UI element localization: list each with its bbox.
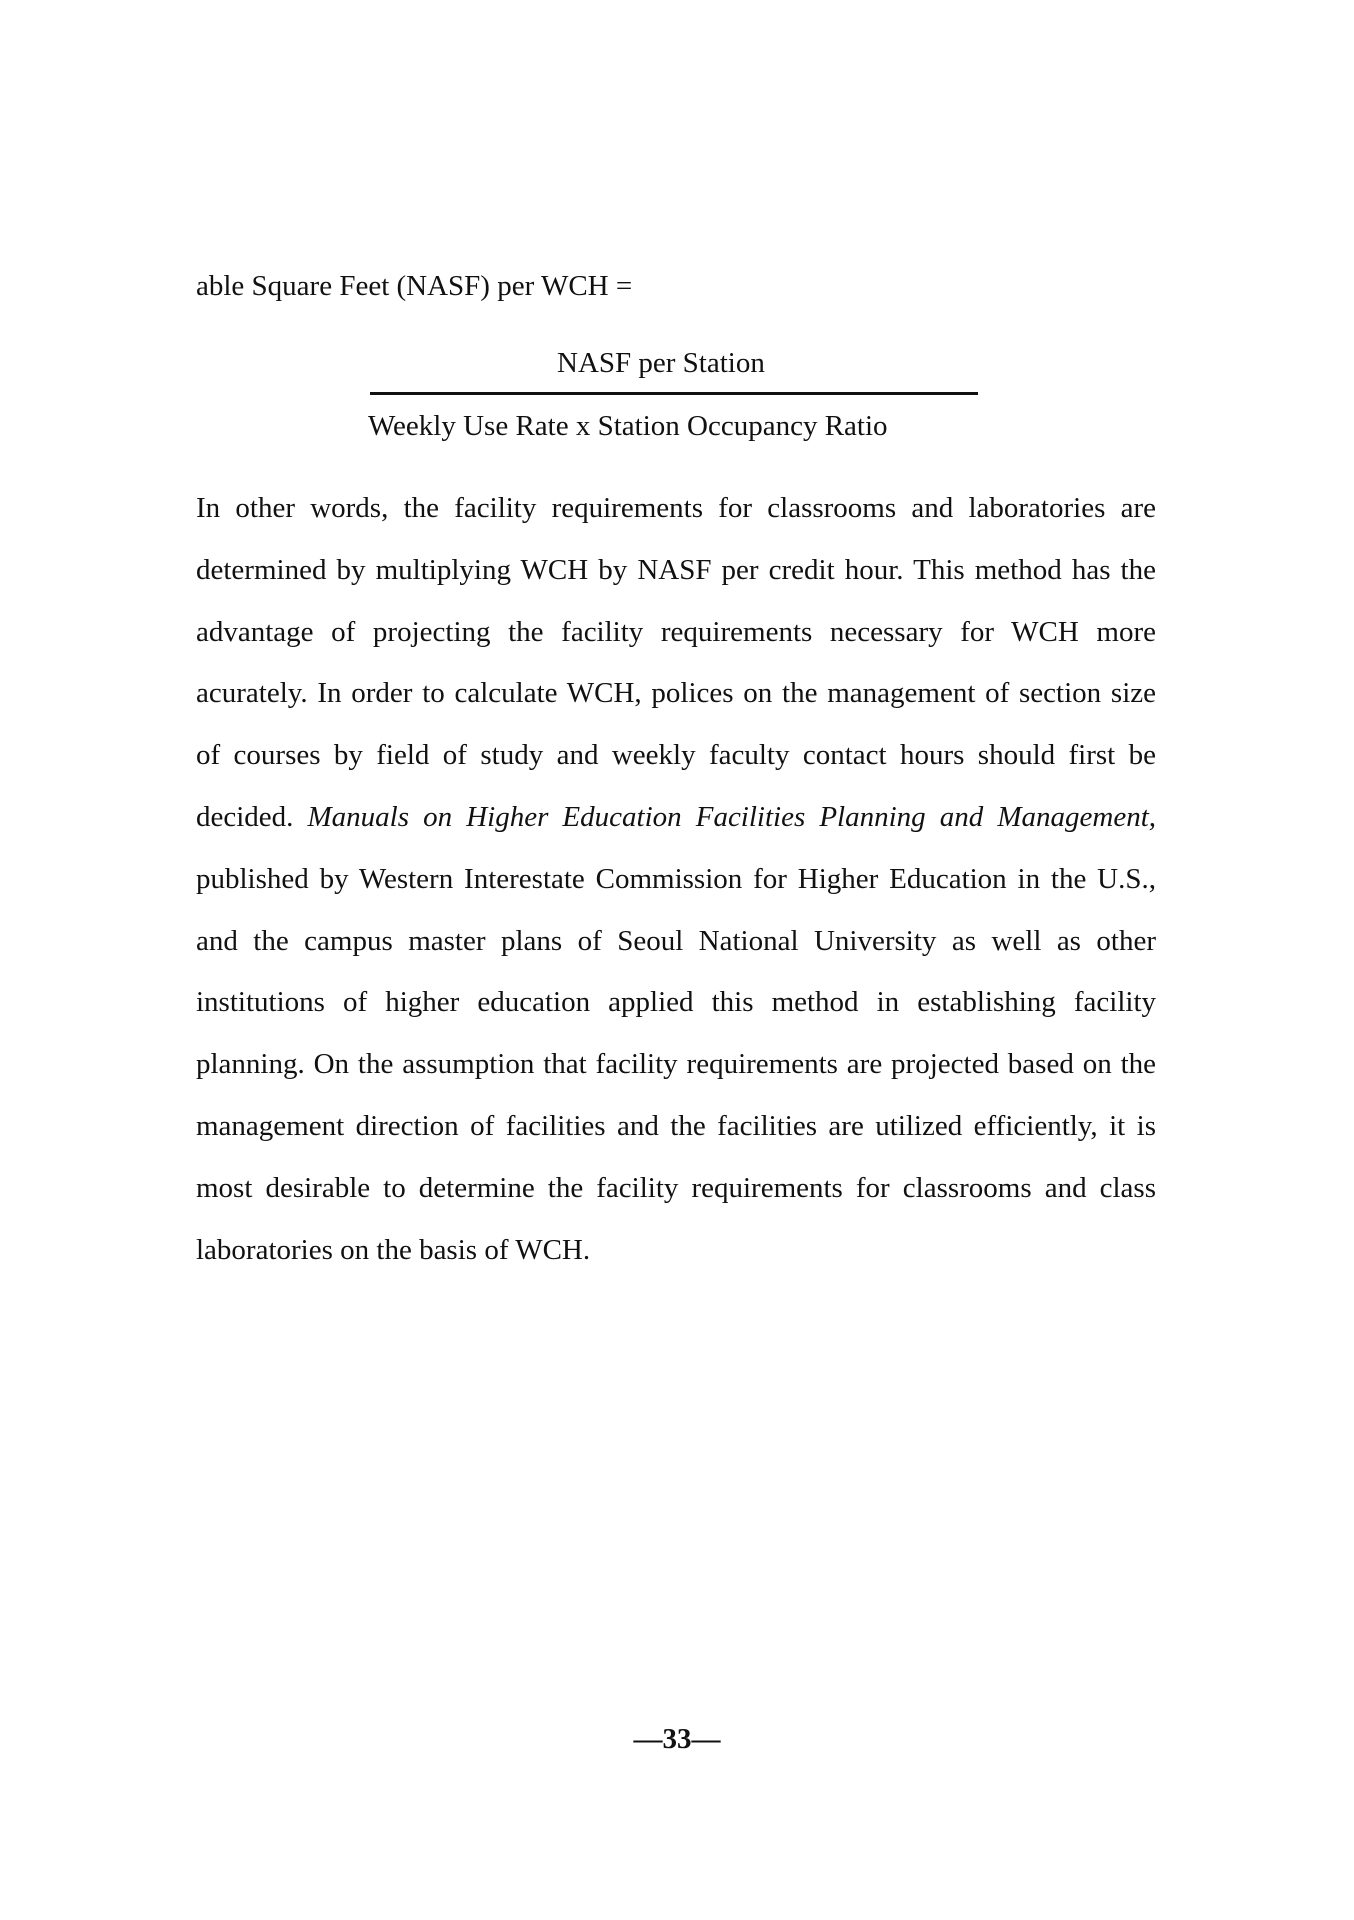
formula-lead: able Square Feet (NASF) per WCH = xyxy=(196,270,633,302)
paragraph-text-before: In other words, the facility requirements for classrooms and laboratories are determined by multiplying WCH by NASF per credit hour. This method has the advantage of projecting the facility requirements necessary for WCH more acurately. In order to calculate WCH, polices on the management of section size of courses by field of study and weekly faculty contact hours should first be decided. xyxy=(196,492,1156,833)
fraction-bar xyxy=(370,392,978,395)
paragraph-text-after: published by Western Interestate Commission for Higher Education in the U.S., and the campus master plans of Seoul National University as well as other institutions of higher education applied this method in establishing facility planning. On the assumption that facility requirements are projected based on the management direction of facilities and the facilities are utilized efficiently, it is most desirable to determine the facility requirements for classrooms and class laboratories on the basis of WCH. xyxy=(196,862,1156,1266)
page-number: —33— xyxy=(633,1723,721,1755)
body-paragraph xyxy=(196,478,1156,1281)
italic-title: Manuals on Higher Education Facilities Planning and Management, xyxy=(307,800,1156,833)
formula-numerator: NASF per Station xyxy=(557,347,765,379)
formula-denominator: Weekly Use Rate x Station Occupancy Ratio xyxy=(368,410,888,442)
